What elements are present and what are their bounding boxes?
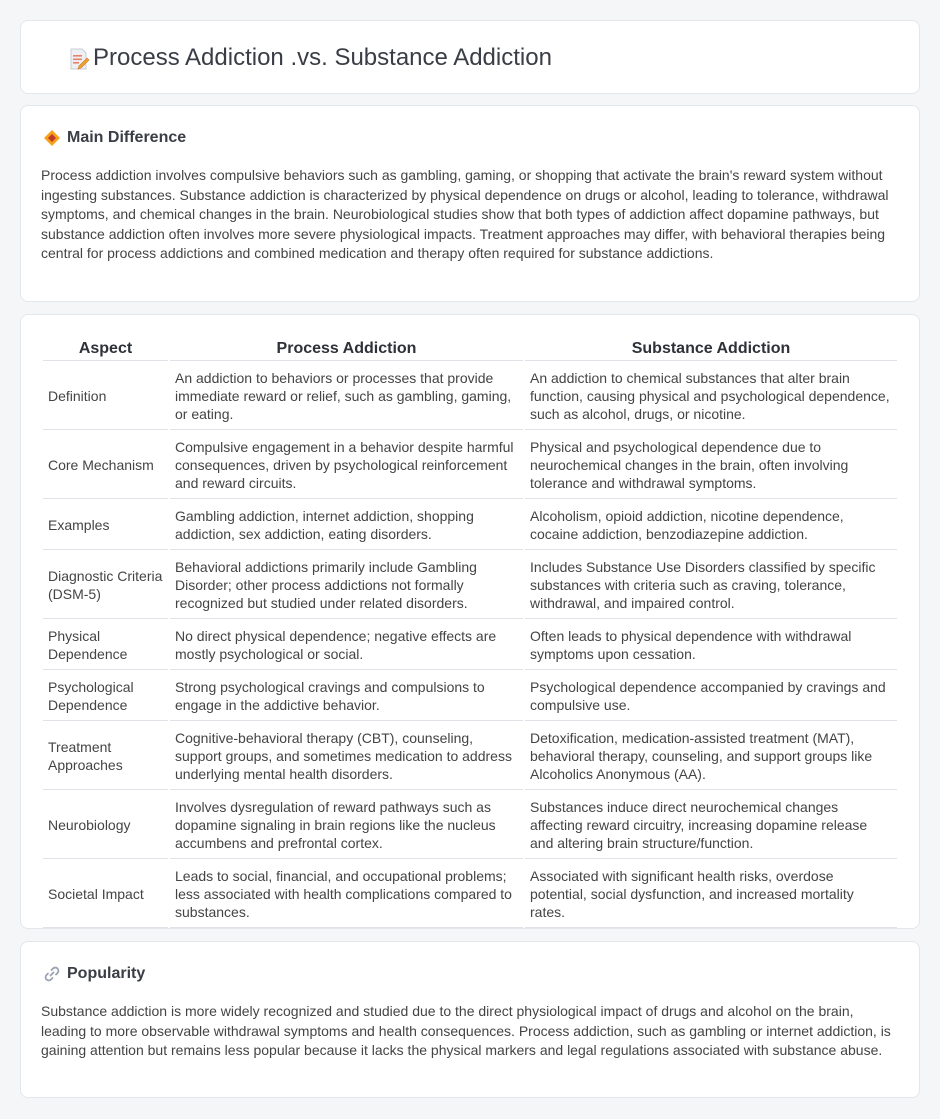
- main-difference-card: [20, 105, 920, 302]
- row-substance: Detoxification, medication-assisted treatment (MAT), behavioral therapy, counseling, and support groups like Alcoholics Anonymous (AA).: [525, 723, 897, 790]
- row-substance: An addiction to chemical substances that alter brain function, causing physical and psychological dependence, such as alcohol, drugs, or nicotine.: [525, 363, 897, 430]
- row-aspect: Treatment Approaches: [43, 723, 168, 790]
- table-row: [43, 672, 897, 721]
- row-process: An addiction to behaviors or processes that provide immediate reward or relief, such as gambling, gaming, or eating.: [170, 363, 523, 430]
- row-process: Gambling addiction, internet addiction, shopping addiction, sex addiction, eating disorders.: [170, 501, 523, 550]
- row-process: Involves dysregulation of reward pathways such as dopamine signaling in brain regions like the nucleus accumbens and prefrontal cortex.: [170, 792, 523, 859]
- table-header-row: [43, 337, 897, 361]
- table-row: [43, 432, 897, 499]
- row-aspect: Examples: [43, 501, 168, 550]
- row-process: Leads to social, financial, and occupational problems; less associated with health complications compared to substances.: [170, 861, 523, 928]
- page-title: Process Addiction .vs. Substance Addiction: [93, 44, 552, 71]
- row-process: No direct physical dependence; negative effects are mostly psychological or social.: [170, 621, 523, 670]
- table-row: [43, 723, 897, 790]
- row-substance: Substances induce direct neurochemical changes affecting reward circuitry, increasing dopamine release and altering brain structure/function.: [525, 792, 897, 859]
- comparison-table: [41, 335, 899, 930]
- row-substance: Psychological dependence accompanied by cravings and compulsive use.: [525, 672, 897, 721]
- header-card: [20, 20, 920, 94]
- table-row: [43, 552, 897, 619]
- table-row: [43, 792, 897, 859]
- row-substance: Physical and psychological dependence due to neurochemical changes in the brain, often involving tolerance and withdrawal symptoms.: [525, 432, 897, 499]
- comparison-card: [20, 314, 920, 929]
- popularity-heading: Popularity: [67, 965, 146, 982]
- row-aspect: Diagnostic Criteria (DSM-5): [43, 552, 168, 619]
- popularity-card: [20, 941, 920, 1098]
- link-icon: [43, 965, 61, 983]
- diamond-icon: [43, 129, 61, 147]
- row-aspect: Core Mechanism: [43, 432, 168, 499]
- row-process: Behavioral addictions primarily include Gambling Disorder; other process addictions not formally recognized but studied under related disorders.: [170, 552, 523, 619]
- row-substance: Associated with significant health risks, overdose potential, social dysfunction, and increased mortality rates.: [525, 861, 897, 928]
- row-aspect: Physical Dependence: [43, 621, 168, 670]
- row-aspect: Psychological Dependence: [43, 672, 168, 721]
- row-process: Strong psychological cravings and compulsions to engage in the addictive behavior.: [170, 672, 523, 721]
- table-row: [43, 363, 897, 430]
- main-difference-text: Process addiction involves compulsive behaviors such as gambling, gaming, or shopping that activate the brain's reward system without ingesting substances. Substance addiction is characterized by physical dependence on drugs or alcohol, leading to tolerance, withdrawal symptoms, and chemical changes in the brain. Neurobiological studies show that both types of addiction affect dopamine pathways, but substance addiction often involves more severe physiological impacts. Treatment approaches may differ, with behavioral therapies being central for process addictions and combined medication and therapy often required for substance addictions.: [41, 167, 889, 261]
- row-aspect: Neurobiology: [43, 792, 168, 859]
- header-process-addiction: Process Addiction: [170, 337, 523, 361]
- row-substance: Includes Substance Use Disorders classified by specific substances with criteria such as craving, tolerance, withdrawal, and impaired control.: [525, 552, 897, 619]
- table-row: [43, 501, 897, 550]
- table-row: [43, 621, 897, 670]
- table-row: [43, 861, 897, 928]
- header-substance-addiction: Substance Addiction: [525, 337, 897, 361]
- row-process: Cognitive-behavioral therapy (CBT), counseling, support groups, and sometimes medication to address underlying mental health disorders.: [170, 723, 523, 790]
- popularity-text: Substance addiction is more widely recognized and studied due to the direct physiological impact of drugs and alcohol on the brain, leading to more observable withdrawal symptoms and health consequences. Process addiction, such as gambling or internet addiction, is gaining attention but remains less popular because it lacks the physical markers and legal regulations associated with substance abuse.: [41, 1003, 891, 1058]
- row-substance: Often leads to physical dependence with withdrawal symptoms upon cessation.: [525, 621, 897, 670]
- row-aspect: Definition: [43, 363, 168, 430]
- row-substance: Alcoholism, opioid addiction, nicotine dependence, cocaine addiction, benzodiazepine addiction.: [525, 501, 897, 550]
- row-aspect: Societal Impact: [43, 861, 168, 928]
- document-pencil-icon: [67, 47, 91, 71]
- row-process: Compulsive engagement in a behavior despite harmful consequences, driven by psychological reinforcement and reward circuits.: [170, 432, 523, 499]
- header-aspect: Aspect: [43, 337, 168, 361]
- main-difference-heading: Main Difference: [67, 129, 187, 146]
